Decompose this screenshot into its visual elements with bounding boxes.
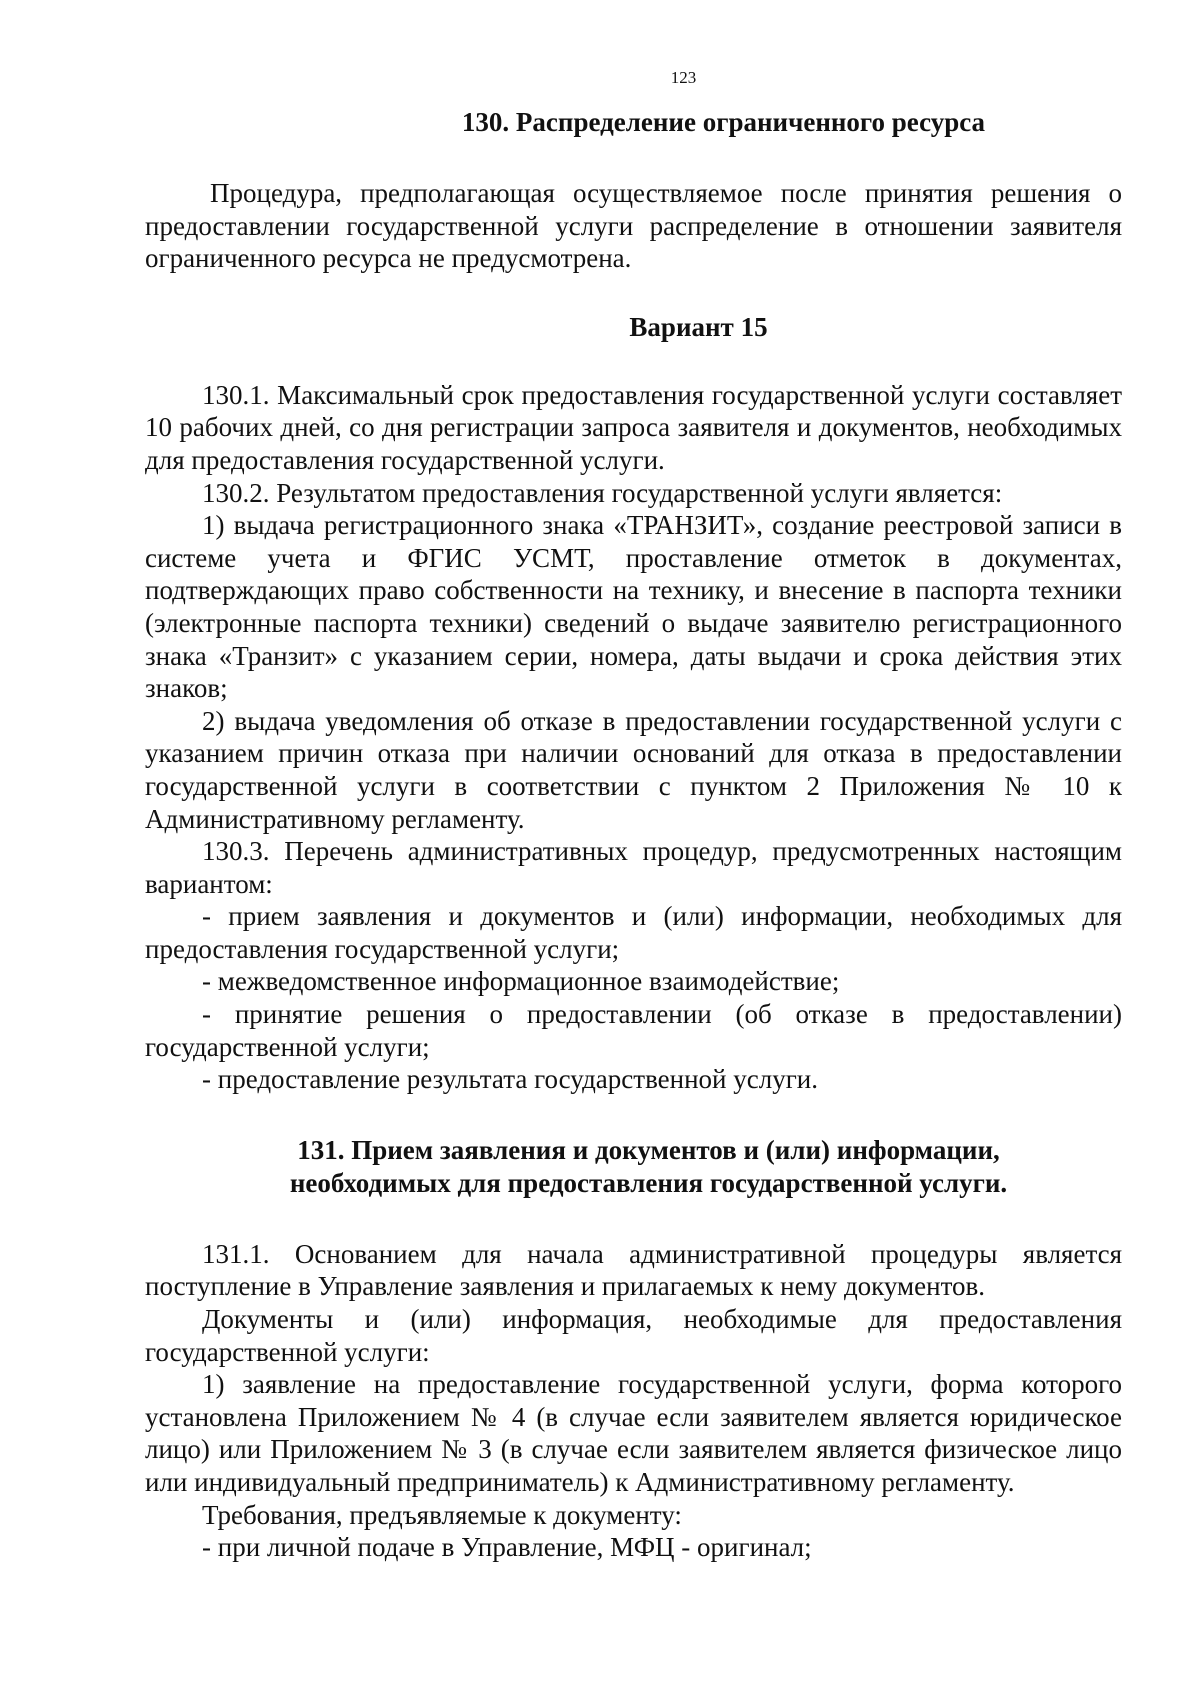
section-131-title-line-2: необходимых для предоставления государственной услуги. [289, 1167, 1008, 1198]
section-131-title [175, 1134, 1122, 1200]
variant-paragraph-4: 2) выдача уведомления об отказе в предоставлении государственной услуги с указанием причин отказа при наличии оснований для отказа в предоставлении государственной услуги в соответствии с пунктом 2 Приложения № 10 к Административному регламенту. [145, 705, 1122, 834]
section-131-paragraph-5: - при личной подаче в Управление, МФЦ - оригинал; [202, 1532, 812, 1563]
variant-paragraph-5: 130.3. Перечень административных процедур, предусмотренных настоящим вариантом: [145, 836, 1122, 899]
page-number: 123 [670, 68, 697, 87]
variant-paragraph-2: 130.2. Результатом предоставления государственной услуги является: [202, 477, 1003, 508]
variant-title: Вариант 15 [629, 311, 768, 342]
section-131-paragraph-2: Документы и (или) информация, необходимые для предоставления государственной услуги: [145, 1304, 1122, 1367]
variant-paragraph-9: - предоставление результата государственной услуги. [202, 1064, 818, 1095]
variant-paragraph-7: - межведомственное информационное взаимодействие; [202, 966, 840, 997]
document-page [145, 68, 1122, 1564]
section-131-paragraph-4: Требования, предъявляемые к документу: [202, 1499, 682, 1530]
section-131-paragraph-3: 1) заявление на предоставление государственной услуги, форма которого установлена Приложением № 4 (в случае если заявителем является юридическое лицо) или Приложением № 3 (в случае если заявителем является физическое лицо или индивидуальный предприниматель) к Административному регламенту. [145, 1369, 1122, 1497]
section-130-title: 130. Распределение ограниченного ресурса [461, 107, 986, 137]
variant-paragraph-6: - прием заявления и документов и (или) информации, необходимых для предоставления государственной услуги; [145, 901, 1122, 964]
variant-paragraph-3: 1) выдача регистрационного знака «ТРАНЗИТ», создание реестровой записи в системе учета и ФГИС УСМТ, проставление отметок в документах, подтверждающих право собственности на технику, и внесение в паспорта техники (электронные паспорта техники) сведений о выдаче заявителю регистрационного знака «Транзит» с указанием серии, номера, даты выдачи и срока действия этих знаков; [145, 510, 1122, 704]
section-130-paragraph: Процедура, предполагающая осуществляемое после принятия решения о предоставлении государственной услуги распределение в отношении заявителя ограниченного ресурса не предусмотрена. [145, 178, 1122, 274]
variant-paragraph-8: - принятие решения о предоставлении (об отказе в предоставлении) государственной услуги; [145, 999, 1122, 1062]
section-131-title-line-1: 131. Прием заявления и документов и (или) информации, [297, 1134, 1000, 1165]
section-131-paragraph-1: 131.1. Основанием для начала административной процедуры является поступление в Управление заявления и прилагаемых к нему документов. [145, 1238, 1122, 1302]
variant-paragraph-1: 130.1. Максимальный срок предоставления государственной услуги составляет 10 рабочих дней, со дня регистрации запроса заявителя и документов, необходимых для предоставления государственной услуги. [145, 379, 1122, 475]
